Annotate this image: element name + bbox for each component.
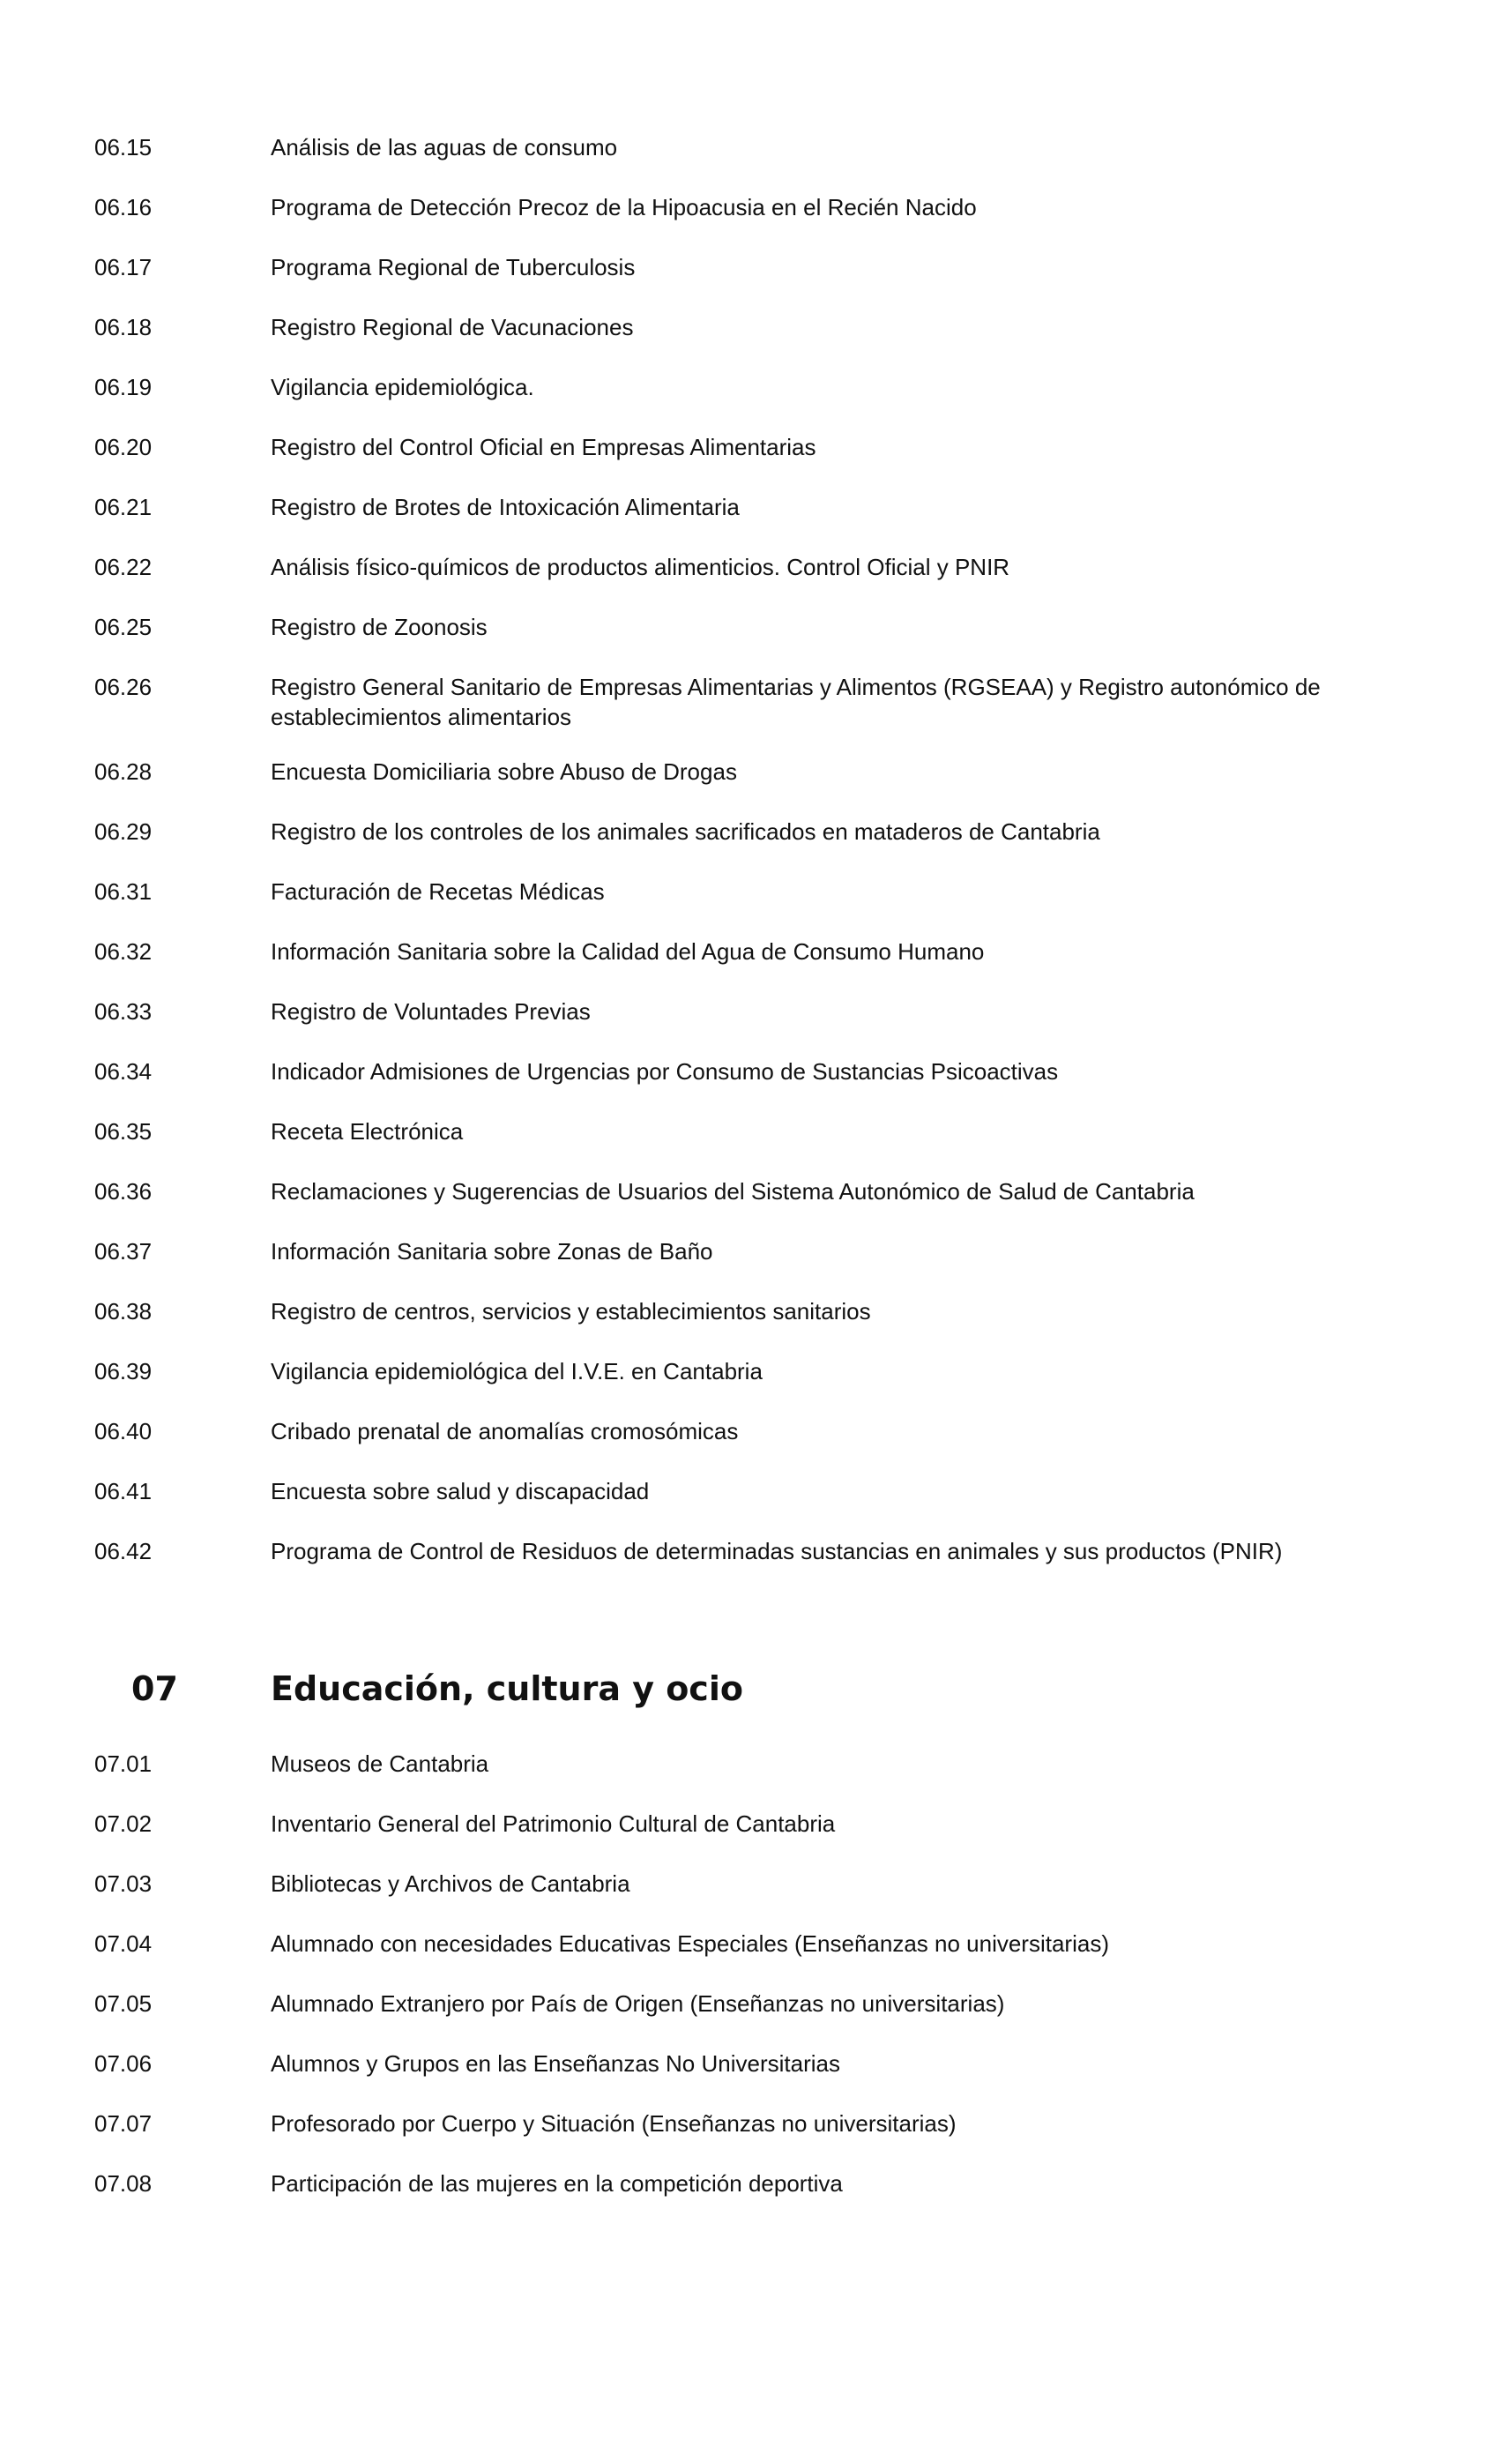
item-code: 06.19 bbox=[94, 374, 153, 400]
list-item bbox=[94, 877, 1373, 907]
item-code: 06.25 bbox=[94, 614, 153, 640]
item-title: Vigilancia epidemiológica del I.V.E. en Cantabria bbox=[271, 1358, 763, 1384]
list-item bbox=[94, 2168, 1373, 2198]
item-code: 06.18 bbox=[94, 314, 153, 340]
item-code: 07.01 bbox=[94, 1750, 153, 1777]
item-code: 06.28 bbox=[94, 758, 153, 785]
list-item bbox=[94, 552, 1373, 582]
list-item bbox=[94, 1929, 1373, 1959]
item-code: 06.40 bbox=[94, 1418, 153, 1444]
item-code: 06.22 bbox=[94, 554, 153, 580]
item-title: Análisis físico-químicos de productos alimenticios. Control Oficial y PNIR bbox=[271, 554, 1010, 580]
item-title: Registro de Voluntades Previas bbox=[271, 998, 591, 1025]
item-title: Registro de Brotes de Intoxicación Alimentaria bbox=[271, 494, 740, 520]
list-item bbox=[94, 1416, 1373, 1446]
item-code: 06.37 bbox=[94, 1238, 153, 1265]
section-07-list bbox=[94, 1749, 1373, 2228]
list-item bbox=[94, 1536, 1373, 1566]
item-title: Registro del Control Oficial en Empresas Alimentarias bbox=[271, 434, 816, 460]
item-title: Análisis de las aguas de consumo bbox=[271, 134, 618, 160]
item-title: Bibliotecas y Archivos de Cantabria bbox=[271, 1870, 630, 1897]
item-code: 06.36 bbox=[94, 1178, 153, 1205]
item-code: 06.41 bbox=[94, 1478, 153, 1504]
list-item bbox=[94, 2108, 1373, 2138]
list-item bbox=[94, 1356, 1373, 1386]
section-07-heading bbox=[94, 1667, 743, 1711]
item-title: Registro General Sanitario de Empresas Alimentarias y Alimentos (RGSEAA) y Registro autonómico de establecimientos alimentarios bbox=[271, 674, 1321, 730]
item-code: 06.16 bbox=[94, 194, 153, 220]
item-code: 06.35 bbox=[94, 1118, 153, 1145]
list-item bbox=[94, 372, 1373, 402]
list-item bbox=[94, 1749, 1373, 1779]
list-item bbox=[94, 612, 1373, 642]
item-code: 06.34 bbox=[94, 1058, 153, 1085]
item-code: 07.03 bbox=[94, 1870, 153, 1897]
item-title: Encuesta Domiciliaria sobre Abuso de Drogas bbox=[271, 758, 737, 785]
item-code: 06.26 bbox=[94, 674, 153, 700]
list-item bbox=[94, 132, 1373, 162]
item-title: Receta Electrónica bbox=[271, 1118, 464, 1145]
item-title: Programa de Detección Precoz de la Hipoacusia en el Recién Nacido bbox=[271, 194, 977, 220]
list-item bbox=[94, 1296, 1373, 1326]
item-title: Registro Regional de Vacunaciones bbox=[271, 314, 634, 340]
item-title: Indicador Admisiones de Urgencias por Consumo de Sustancias Psicoactivas bbox=[271, 1058, 1059, 1085]
list-item bbox=[94, 1809, 1373, 1839]
list-item bbox=[94, 252, 1373, 282]
item-code: 06.38 bbox=[94, 1298, 153, 1325]
item-title: Encuesta sobre salud y discapacidad bbox=[271, 1478, 650, 1504]
item-title: Alumnos y Grupos en las Enseñanzas No Universitarias bbox=[271, 2050, 840, 2077]
list-item bbox=[94, 937, 1373, 967]
list-item bbox=[94, 1989, 1373, 2019]
item-title: Museos de Cantabria bbox=[271, 1750, 489, 1777]
item-title: Programa de Control de Residuos de determinadas sustancias en animales y sus productos (PNIR) bbox=[271, 1538, 1283, 1564]
item-title: Información Sanitaria sobre la Calidad del Agua de Consumo Humano bbox=[271, 938, 985, 965]
list-item bbox=[94, 757, 1373, 787]
item-title: Reclamaciones y Sugerencias de Usuarios del Sistema Autonómico de Salud de Cantabria bbox=[271, 1178, 1195, 1205]
item-code: 07.07 bbox=[94, 2110, 153, 2137]
list-item bbox=[94, 2049, 1373, 2079]
list-item bbox=[94, 312, 1373, 342]
item-title: Información Sanitaria sobre Zonas de Baño bbox=[271, 1238, 713, 1265]
section-06-list bbox=[94, 132, 1373, 1596]
list-item bbox=[94, 492, 1373, 522]
list-item bbox=[94, 432, 1373, 462]
list-item bbox=[94, 1176, 1373, 1206]
item-title: Programa Regional de Tuberculosis bbox=[271, 254, 636, 280]
item-code: 07.05 bbox=[94, 1990, 153, 2017]
list-item bbox=[94, 1116, 1373, 1146]
item-title: Inventario General del Patrimonio Cultural de Cantabria bbox=[271, 1810, 836, 1837]
list-item bbox=[94, 1236, 1373, 1266]
item-code: 06.32 bbox=[94, 938, 153, 965]
item-title: Cribado prenatal de anomalías cromosómicas bbox=[271, 1418, 739, 1444]
item-code: 06.17 bbox=[94, 254, 153, 280]
item-title: Registro de centros, servicios y establecimientos sanitarios bbox=[271, 1298, 871, 1325]
item-title: Registro de los controles de los animales sacrificados en mataderos de Cantabria bbox=[271, 818, 1100, 845]
item-title: Participación de las mujeres en la competición deportiva bbox=[271, 2170, 843, 2197]
item-code: 07.02 bbox=[94, 1810, 153, 1837]
list-item bbox=[94, 672, 1373, 732]
item-code: 06.20 bbox=[94, 434, 153, 460]
list-item bbox=[94, 817, 1373, 847]
item-code: 06.42 bbox=[94, 1538, 153, 1564]
item-code: 07.06 bbox=[94, 2050, 153, 2077]
item-code: 06.29 bbox=[94, 818, 153, 845]
item-title: Registro de Zoonosis bbox=[271, 614, 488, 640]
list-item bbox=[94, 1869, 1373, 1899]
item-title: Vigilancia epidemiológica. bbox=[271, 374, 534, 400]
list-item bbox=[94, 996, 1373, 1026]
list-item bbox=[94, 1476, 1373, 1506]
item-title: Facturación de Recetas Médicas bbox=[271, 878, 605, 905]
item-code: 06.21 bbox=[94, 494, 153, 520]
item-code: 06.31 bbox=[94, 878, 153, 905]
item-title: Alumnado con necesidades Educativas Especiales (Enseñanzas no universitarias) bbox=[271, 1930, 1109, 1957]
list-item bbox=[94, 192, 1373, 222]
item-code: 07.04 bbox=[94, 1930, 153, 1957]
item-code: 07.08 bbox=[94, 2170, 153, 2197]
item-title: Profesorado por Cuerpo y Situación (Enseñanzas no universitarias) bbox=[271, 2110, 957, 2137]
item-code: 06.33 bbox=[94, 998, 153, 1025]
section-title: Educación, cultura y ocio bbox=[271, 1669, 743, 1708]
list-item bbox=[94, 1056, 1373, 1086]
item-code: 06.15 bbox=[94, 134, 153, 160]
item-code: 06.39 bbox=[94, 1358, 153, 1384]
section-number: 07 bbox=[131, 1669, 178, 1708]
item-title: Alumnado Extranjero por País de Origen (Enseñanzas no universitarias) bbox=[271, 1990, 1005, 2017]
